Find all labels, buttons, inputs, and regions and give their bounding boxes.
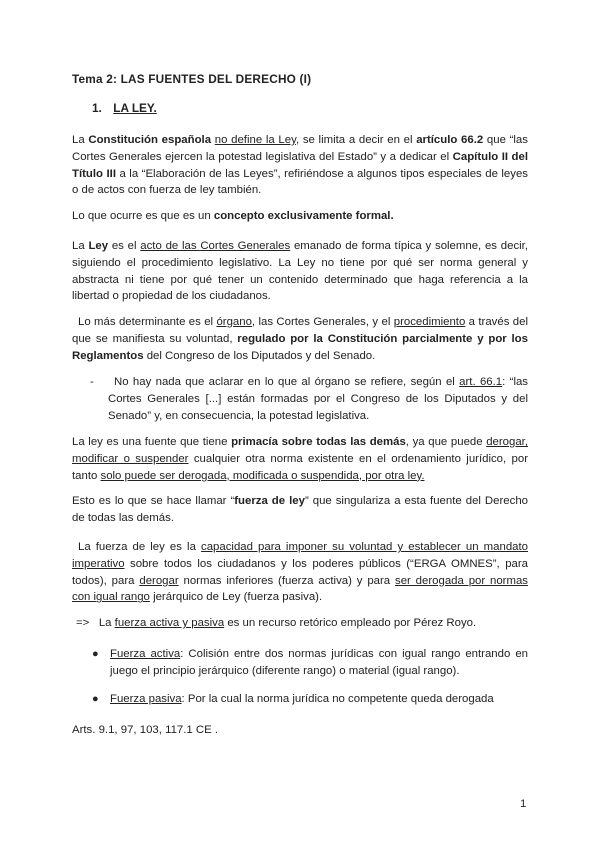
section-heading <box>92 100 548 117</box>
text-run: sobre todos los ciudadanos y los poderes públicos (“ERGA OMNES”, para todos), para <box>72 557 528 587</box>
bold-text: fuerza de ley <box>234 495 305 507</box>
section-title: LA LEY. <box>113 101 157 115</box>
text-run: cualquier otra norma existente en el ordenamiento jurídico, por tanto <box>72 452 528 482</box>
text-run: : Por la cual la norma jurídica no competente queda derogada <box>181 693 494 705</box>
text-run: La fuerza de ley es la <box>78 541 202 553</box>
bold-text: Constitución española <box>88 134 212 146</box>
paragraph-constitucion <box>72 132 528 199</box>
bullet-text <box>110 646 528 680</box>
dash-marker: - <box>90 376 94 388</box>
underlined-text: no define la Ley <box>214 134 296 146</box>
text-run: Esto es lo que se hace llamar “ <box>72 495 235 507</box>
section-number: 1. <box>92 101 102 115</box>
underlined-text: órgano <box>216 316 252 328</box>
underlined-text: Fuerza activa <box>110 648 181 660</box>
underlined-text: solo puede ser derogada, modificada o suspendida, por otra ley. <box>100 469 425 482</box>
bullet-dot-icon: ● <box>92 648 99 660</box>
bullet-dot-icon: ● <box>92 693 99 705</box>
text-run: La <box>98 617 115 629</box>
bold-text: Capítulo II del Título III <box>72 150 528 180</box>
text-run: es un recurso retórico empleado por Pérez Royo. <box>224 617 477 629</box>
articles-reference: Arts. 9.1, 97, 103, 117.1 CE . <box>72 724 219 736</box>
underlined-text: acto de las Cortes Generales <box>140 240 291 252</box>
underlined-text: fuerza activa y pasiva <box>114 617 225 629</box>
paragraph-fuerza-de-ley <box>72 493 528 527</box>
text-run: a la “Elaboración de las Leyes”, refiriéndose a algunos tipos especiales de leyes o de actos con fuerza de ley también. <box>72 167 528 197</box>
underlined-text: art. 66.1 <box>459 376 503 388</box>
bold-text: regulado por la Constitución parcialmente y por los Reglamentos <box>72 332 528 362</box>
text-run: No hay nada que aclarar en lo que al órgano se refiere, según el <box>114 376 460 388</box>
underlined-text: derogar <box>139 574 179 587</box>
text-run: , las Cortes Generales, y el <box>251 316 394 328</box>
bullet-item-fuerza-pasiva <box>92 691 528 708</box>
text-run: La <box>72 134 89 146</box>
underlined-text: ser derogada por normas con igual rango <box>72 574 528 604</box>
text-run: : “las Cortes Generales [...] están formadas por el Congreso de los Diputados y del Senado” y, en consecuencia, la potestad legislativa. <box>108 376 529 422</box>
text-run: ” que singulariza a esta fuente del Derecho de todas las demás. <box>72 495 528 524</box>
text-run: jerárquico de Ley (fuerza pasiva). <box>149 591 323 604</box>
bold-text: concepto exclusivamente formal. <box>213 210 394 222</box>
bold-text: primacía sobre todas las demás <box>231 436 406 448</box>
text-run: que “las Cortes Generales ejercen la potestad legislativa del Estado” y a dedicar el <box>72 134 528 163</box>
text-run: es el <box>108 240 141 252</box>
text-run: del Congreso de los Diputados y del Senado. <box>143 349 376 362</box>
document-title: Tema 2: LAS FUENTES DEL DERECHO (I) <box>72 72 312 86</box>
text-run: , se limita a decir en el <box>295 134 417 146</box>
arrow-marker: => <box>76 617 90 629</box>
underlined-text: Fuerza pasiva <box>110 693 182 705</box>
bold-text: artículo 66.2 <box>416 134 484 146</box>
text-run: La ley es una fuente que tiene <box>72 436 232 448</box>
text-run: Lo más determinante es el <box>78 316 217 328</box>
dash-item-text <box>108 374 528 424</box>
dash-list-item <box>90 374 528 424</box>
paragraph-concepto-formal <box>72 208 528 225</box>
text-run: : Colisión entre dos normas jurídicas con igual rango entrando en juego el principio jerárquico (diferente rango) o material (igual rango). <box>110 648 528 677</box>
bullet-text <box>110 691 528 708</box>
paragraph-ley-definicion <box>72 238 528 305</box>
underlined-text: derogar, modificar o suspender <box>72 436 528 465</box>
text-run: Lo que ocurre es que es un <box>72 210 214 222</box>
paragraph-capacidad <box>72 539 528 606</box>
paragraph-primacia <box>72 434 528 484</box>
text-run: La <box>72 240 89 252</box>
bold-text: Ley <box>88 240 109 252</box>
text-run: a través del que se manifiesta su voluntad, <box>72 316 528 345</box>
text-run: , ya que puede <box>405 436 487 448</box>
arrow-note <box>76 615 528 632</box>
page-number: 1 <box>520 798 527 810</box>
underlined-text: capacidad para imponer su voluntad y establecer un mandato imperativo <box>72 541 528 570</box>
paragraph-organo-procedimiento <box>72 314 528 364</box>
text-run: emanado de forma típica y solemne, es decir, siguiendo el procedimiento legislativo. La Ley no tiene por qué ser norma general y abstracta ni tiene por qué tener un contenido determinado que haga referencia a la libertad o propiedad de los ciudadanos. <box>72 240 528 303</box>
bullet-item-fuerza-activa <box>92 646 528 680</box>
text-run: normas inferiores (fuerza activa) y para <box>178 574 395 587</box>
underlined-text: procedimiento <box>393 316 466 328</box>
